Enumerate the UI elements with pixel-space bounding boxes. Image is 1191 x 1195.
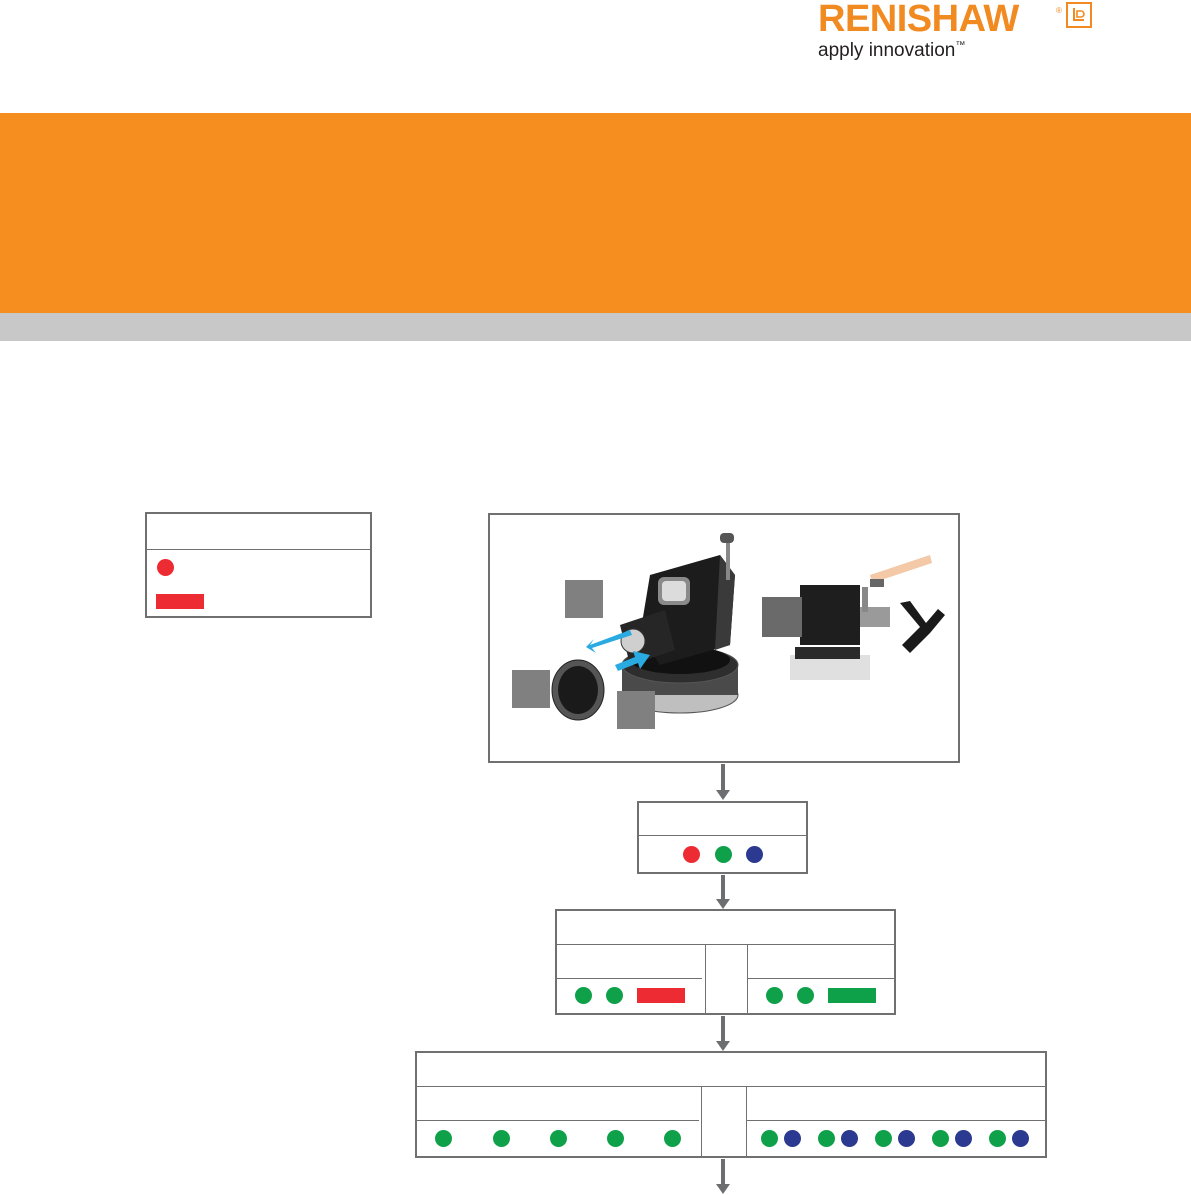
flow-arrow xyxy=(721,1159,725,1185)
trademark-mark: ™ xyxy=(955,40,966,51)
led-dot-blue xyxy=(898,1130,915,1147)
step2-left-divider xyxy=(557,978,702,979)
led-dot-green xyxy=(875,1130,892,1147)
flow-arrow-head xyxy=(716,790,730,800)
led-dot-green xyxy=(493,1130,510,1147)
led-dot-blue xyxy=(746,846,763,863)
led-dot-green xyxy=(989,1130,1006,1147)
led-dot-blue xyxy=(784,1130,801,1147)
step2-header-divider xyxy=(557,944,894,945)
illustration-box xyxy=(488,513,960,763)
led-dot-green xyxy=(797,987,814,1004)
led-dot-green xyxy=(818,1130,835,1147)
step2-right-divider xyxy=(748,978,894,979)
cross-icon xyxy=(900,601,945,653)
flow-arrow xyxy=(721,764,725,792)
led-dot-green xyxy=(932,1130,949,1147)
led-bar-red xyxy=(637,988,685,1003)
logo-symbol-icon xyxy=(1066,2,1092,28)
led-dot-green xyxy=(766,987,783,1004)
step2-box xyxy=(555,909,896,1015)
tagline-text: apply innovation xyxy=(818,40,956,61)
step3-box xyxy=(415,1051,1047,1158)
step2-column-divider-right xyxy=(747,944,748,1013)
step-number-square xyxy=(565,580,603,618)
banner-subtitle-strip xyxy=(0,313,1191,341)
step-number-square xyxy=(512,670,550,708)
step3-column-divider-left xyxy=(701,1086,702,1156)
led-dot-green xyxy=(606,987,623,1004)
legend-red-led-bar xyxy=(156,594,204,609)
registered-mark: ® xyxy=(1056,6,1062,15)
led-dot-blue xyxy=(955,1130,972,1147)
logo-tagline xyxy=(818,40,965,62)
flow-arrow-head xyxy=(716,1041,730,1051)
led-dot-green xyxy=(575,987,592,1004)
led-dot-green xyxy=(435,1130,452,1147)
led-dot-red xyxy=(683,846,700,863)
step1-box xyxy=(637,801,808,874)
led-dot-green xyxy=(550,1130,567,1147)
step3-header-divider xyxy=(417,1086,1045,1087)
step2-column-divider-left xyxy=(705,944,706,1013)
step-number-square xyxy=(617,691,655,729)
led-dot-green xyxy=(664,1130,681,1147)
logo-wordmark: RENISHAW xyxy=(818,0,1019,40)
led-bar-green xyxy=(828,988,876,1003)
step3-column-divider-right xyxy=(746,1086,747,1156)
flow-arrow-head xyxy=(716,1184,730,1194)
flow-arrow xyxy=(721,1016,725,1042)
flow-arrow-head xyxy=(716,899,730,909)
renishaw-logo xyxy=(818,0,1068,64)
flow-arrow xyxy=(721,875,725,900)
legend-red-led-dot xyxy=(157,559,174,576)
led-dot-blue xyxy=(1012,1130,1029,1147)
title-banner xyxy=(0,113,1191,313)
led-dot-green xyxy=(715,846,732,863)
led-dot-blue xyxy=(841,1130,858,1147)
legend-header-divider xyxy=(147,549,370,550)
step3-left-divider xyxy=(417,1120,699,1121)
step1-header-divider xyxy=(639,835,806,836)
legend-box xyxy=(145,512,372,618)
led-dot-green xyxy=(761,1130,778,1147)
led-dot-green xyxy=(607,1130,624,1147)
probe-illustration xyxy=(490,515,958,761)
step3-right-divider xyxy=(747,1120,1045,1121)
